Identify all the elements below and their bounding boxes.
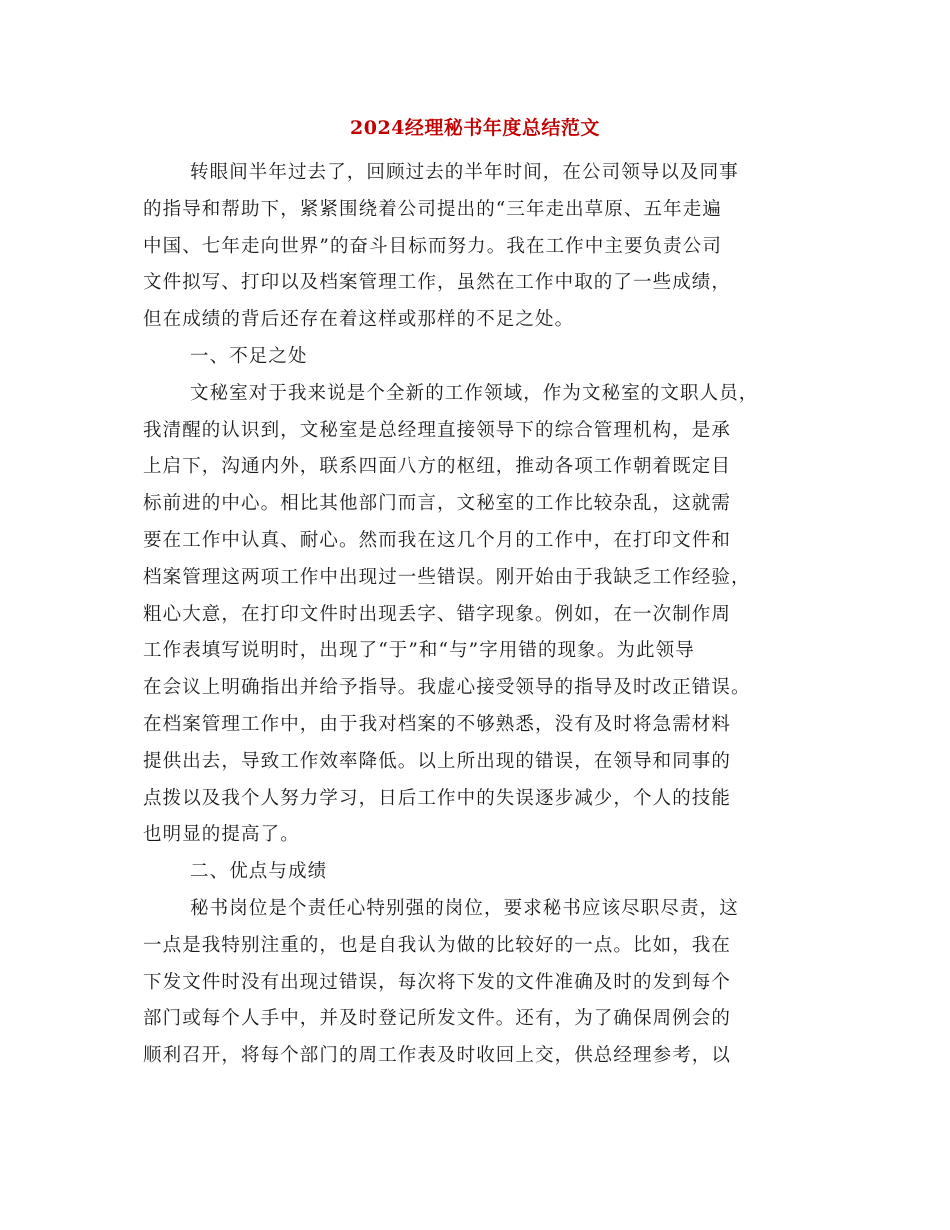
text-line: 下发文件时没有出现过错误，每次将下发的文件准确及时的发到每个 xyxy=(143,971,732,993)
text-line: 文秘室对于我来说是个全新的工作领域，作为文秘室的文职人员， xyxy=(190,382,759,404)
text-line: 秘书岗位是个责任心特别强的岗位，要求秘书应该尽职尽责，这 xyxy=(190,897,739,919)
text-line: 工作表填写说明时，出现了“于”和“与”字用错的现象。为此领导 xyxy=(143,640,695,662)
text-line: 也明显的提高了。 xyxy=(143,824,300,846)
paragraph xyxy=(143,155,813,339)
text-line: 在档案管理工作中，由于我对档案的不够熟悉，没有及时将急需材料 xyxy=(143,713,732,735)
text-line: 的指导和帮助下，紧紧围绕着公司提出的“三年走出草原、五年走遍 xyxy=(143,198,722,220)
text-line: 档案管理这两项工作中出现过一些错误。刚开始由于我缺乏工作经验， xyxy=(143,566,751,588)
text-line: 中国、七年走向世界”的奋斗目标而努力。我在工作中主要负责公司 xyxy=(143,235,722,257)
document-title: 2024经理秘书年度总结范文 xyxy=(350,117,600,139)
text-line: 但在成绩的背后还存在着这样或那样的不足之处。 xyxy=(143,309,575,331)
paragraph xyxy=(143,891,813,1075)
text-line: 点拨以及我个人努力学习，日后工作中的失误逐步减少，个人的技能 xyxy=(143,787,732,809)
section-heading xyxy=(143,854,813,891)
text-line: 我清醒的认识到，文秘室是总经理直接领导下的综合管理机构，是承 xyxy=(143,419,732,441)
text-line: 粗心大意，在打印文件时出现丢字、错字现象。例如，在一次制作周 xyxy=(143,603,732,625)
text-line: 部门或每个人手中，并及时登记所发文件。还有，为了确保周例会的 xyxy=(143,1008,732,1030)
text-line: 顺利召开，将每个部门的周工作表及时收回上交，供总经理参考，以 xyxy=(143,1045,732,1067)
text-line: 标前进的中心。相比其他部门而言，文秘室的工作比较杂乱，这就需 xyxy=(143,493,732,515)
paragraph xyxy=(143,376,813,854)
text-line: 一点是我特别注重的，也是自我认为做的比较好的一点。比如，我在 xyxy=(143,934,732,956)
document-body xyxy=(143,155,813,1075)
text-line: 上启下，沟通内外，联系四面八方的枢纽，推动各项工作朝着既定目 xyxy=(143,456,732,478)
text-line: 二、优点与成绩 xyxy=(190,861,328,883)
text-line: 提供出去，导致工作效率降低。以上所出现的错误，在领导和同事的 xyxy=(143,750,732,772)
section-heading xyxy=(143,339,813,376)
text-line: 要在工作中认真、耐心。然而我在这几个月的工作中，在打印文件和 xyxy=(143,529,732,551)
text-line: 在会议上明确指出并给予指导。我虚心接受领导的指导及时改正错误。 xyxy=(143,677,751,699)
text-line: 文件拟写、打印以及档案管理工作，虽然在工作中取的了一些成绩， xyxy=(143,272,732,294)
text-line: 转眼间半年过去了，回顾过去的半年时间，在公司领导以及同事 xyxy=(190,162,739,183)
text-line: 一、不足之处 xyxy=(190,345,308,367)
